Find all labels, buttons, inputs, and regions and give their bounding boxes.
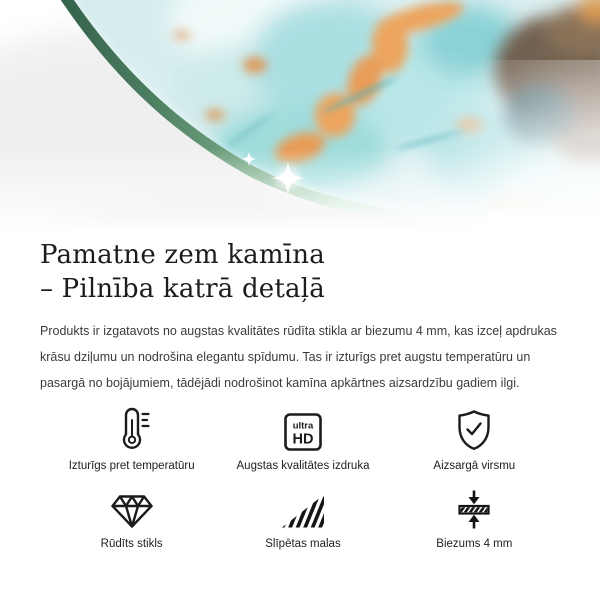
hero-image [0,0,600,232]
feature-beveled-edges [217,484,388,550]
thermometer-icon [46,406,217,452]
feature-print-quality [217,406,388,472]
feature-tempered-glass [46,484,217,550]
svg-text:HD: HD [292,431,314,448]
product-description: Produkts ir izgatavots no augstas kvalitātes rūdīta stikla ar biezumu 4 mm, kas izceļ apdrukas krāsu dziļumu un nodrošina elegantu spīdumu. Tas ir izturīgs pret augstu temperatūru un pasargā no bojājumiem, tādējādi nodrošinot kamīna apkārtnes aizsardzību gadiem ilgi. [40,324,557,390]
diamond-icon [46,484,217,530]
feature-thickness [389,484,560,550]
feature-heat-resistant [46,406,217,472]
feature-label: Biezums 4 mm [436,538,513,550]
shield-check-icon [389,406,560,452]
page-title [40,238,566,306]
svg-text:ultra: ultra [292,420,314,432]
page-title-line2: – Pilnība katrā detaļā [40,274,325,304]
feature-label: Slīpētas malas [265,538,341,550]
content-section [0,232,600,550]
corner-fade [360,60,600,232]
feature-label: Izturīgs pret temperatūru [68,460,195,472]
feature-label: Augstas kvalitātes izdruka [236,460,370,472]
feature-label: Aizsargā virsmu [433,460,516,472]
feature-label: Rūdīts stikls [100,538,163,550]
glass-disc-photo [0,0,600,232]
beveled-edges-icon [217,484,388,530]
page-title-line1: Pamatne zem kamīna [40,240,325,270]
thickness-icon [389,484,560,530]
ultra-hd-icon [217,406,388,452]
feature-surface-protection [389,406,560,472]
features-grid [40,406,566,550]
